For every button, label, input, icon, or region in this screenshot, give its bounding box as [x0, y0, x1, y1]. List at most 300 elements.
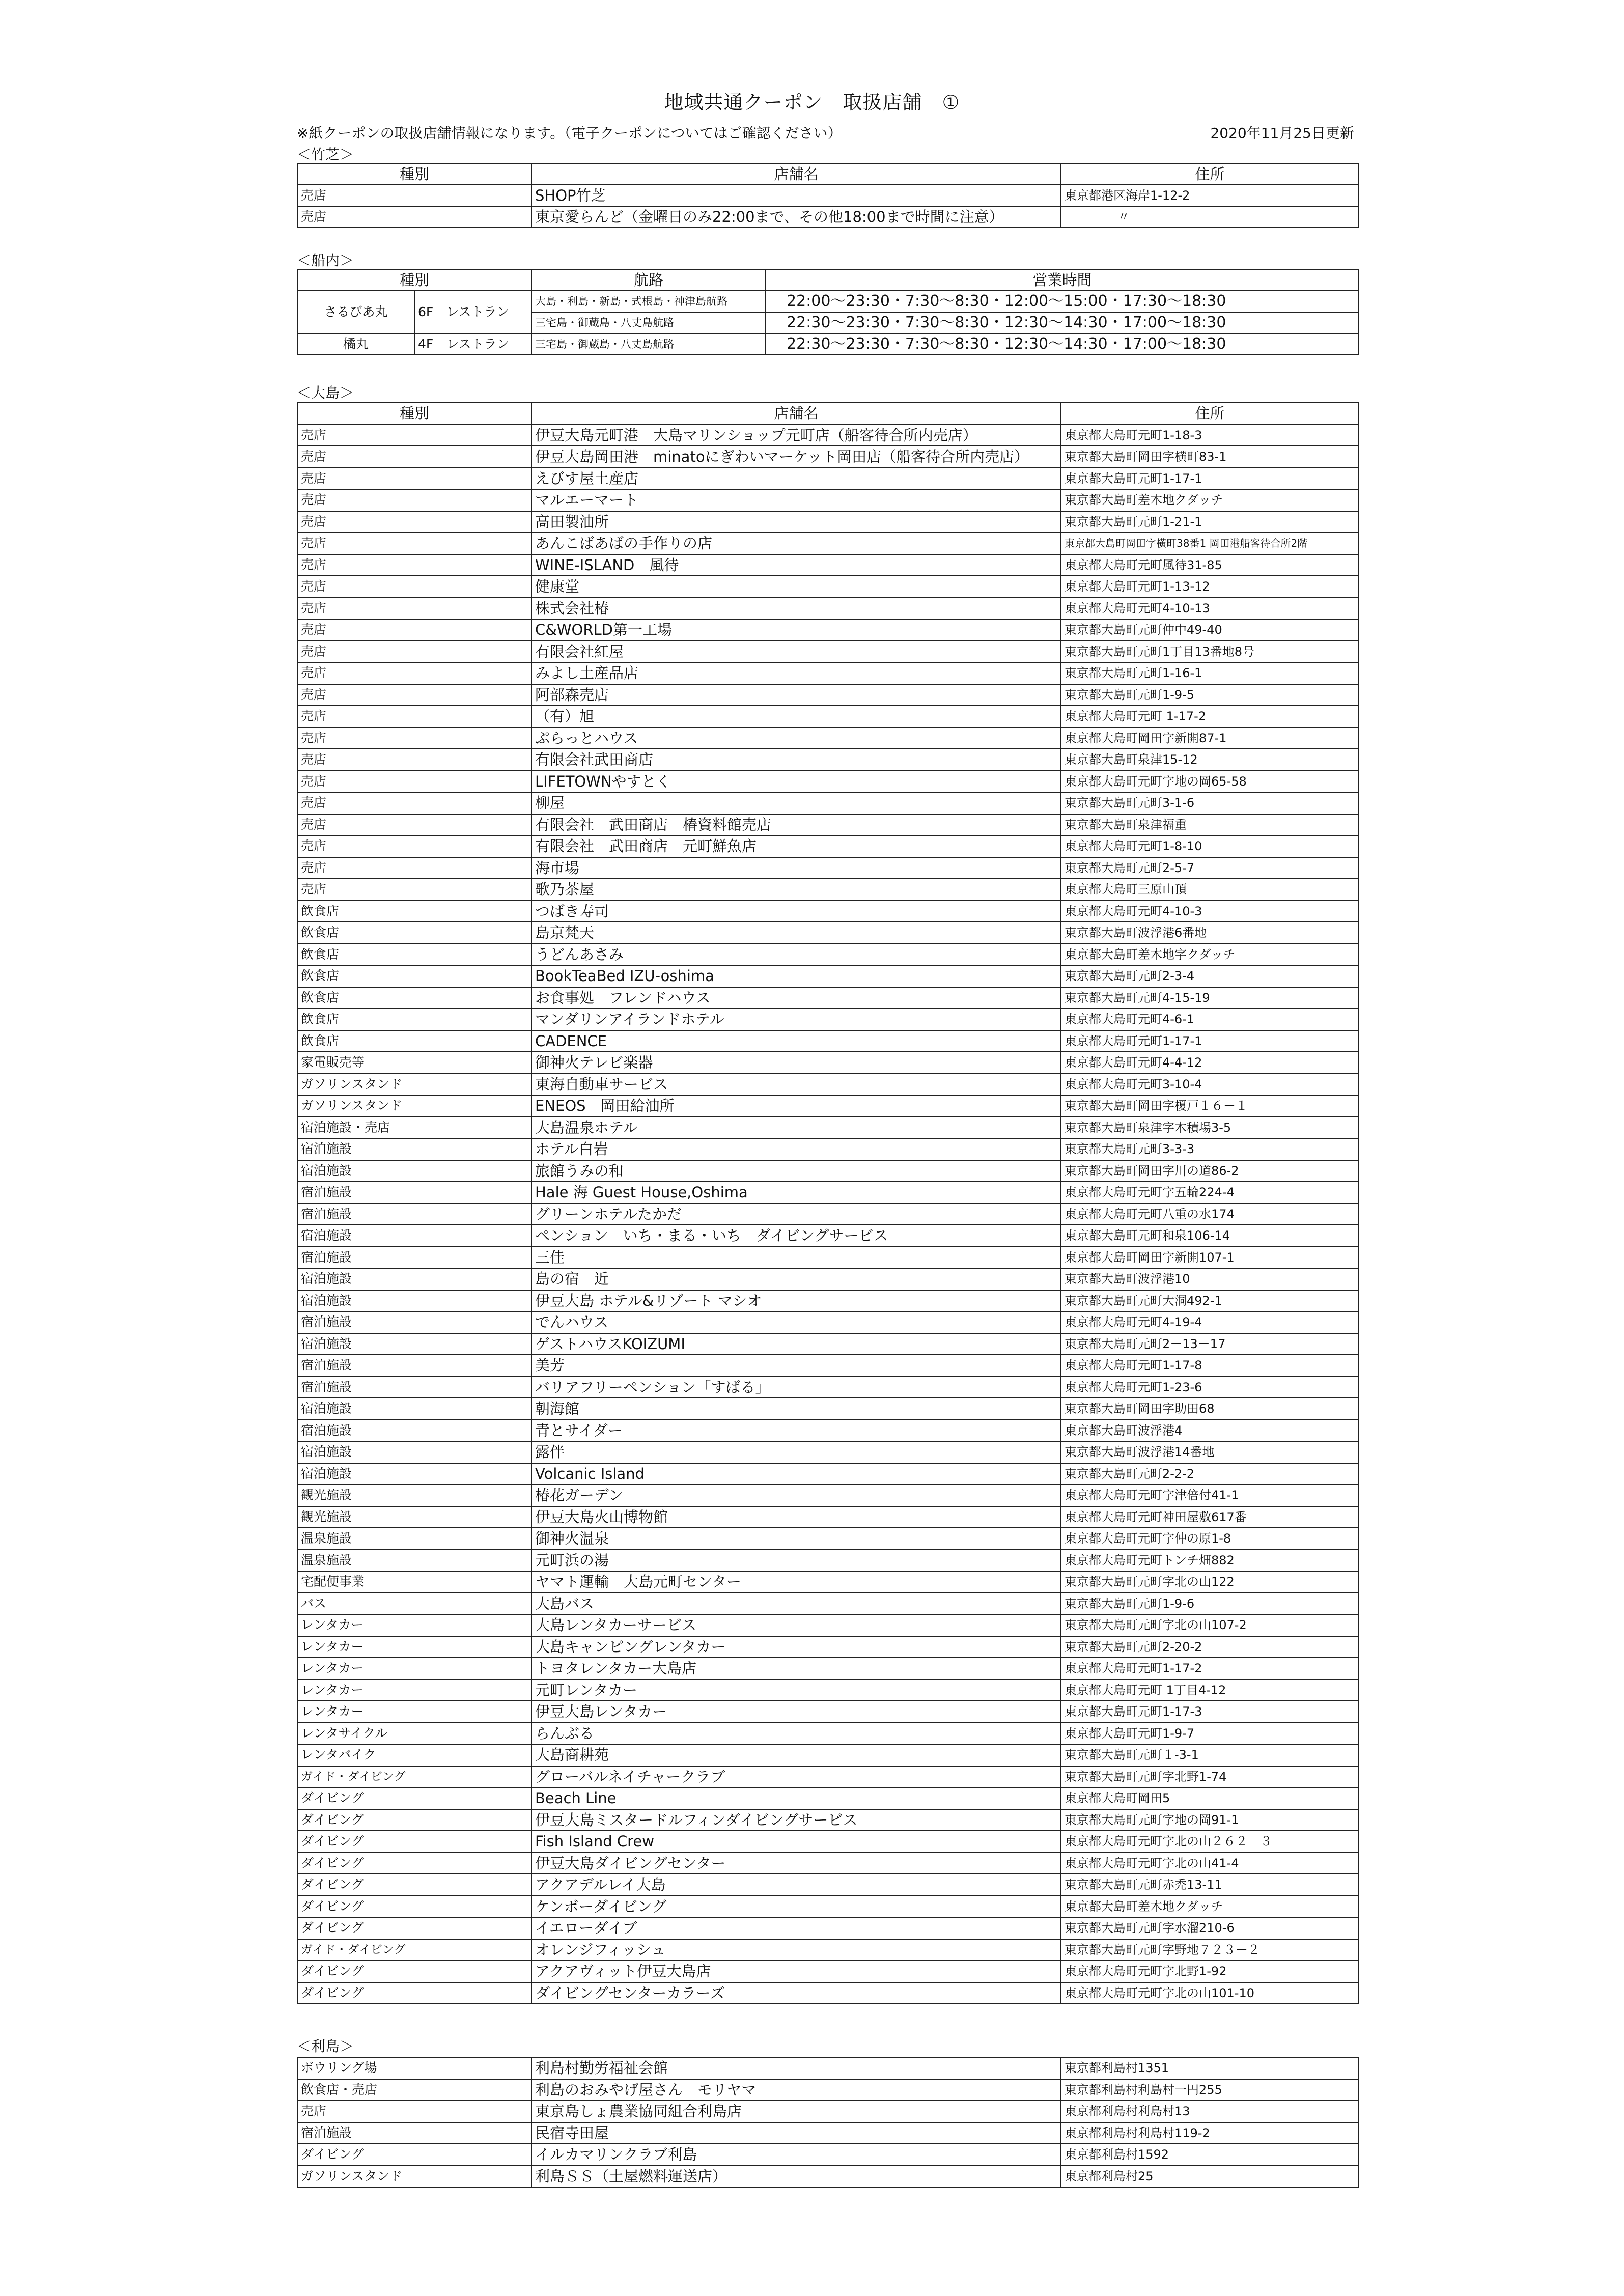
address-cell: 東京都大島町元町1-17-3: [1061, 1701, 1359, 1723]
kind-cell: 売店: [297, 576, 531, 598]
table-row: [297, 1311, 1359, 1333]
address-cell: 東京都大島町元町神田屋敷617番: [1061, 1506, 1359, 1528]
store-name-cell: 有限会社武田商店: [531, 749, 1061, 771]
table-row: [297, 641, 1359, 663]
table-row: [297, 835, 1359, 857]
table-row: [297, 792, 1359, 814]
table-row: [297, 1441, 1359, 1463]
address-cell: 東京都大島町元町3-3-3: [1061, 1138, 1359, 1160]
store-name-cell: 大島商耕苑: [531, 1744, 1061, 1766]
kind-cell: ダイビング: [297, 1982, 531, 2004]
store-name-cell: 三佳: [531, 1247, 1061, 1269]
address-cell: 東京都大島町元町2-5-7: [1061, 857, 1359, 879]
address-cell: 東京都大島町差木地クダッチ: [1061, 489, 1359, 511]
store-name-cell: 青とサイダー: [531, 1420, 1061, 1442]
store-name-cell: マンダリンアイランドホテル: [531, 1009, 1061, 1030]
table-row: [297, 1052, 1359, 1074]
table-row: [297, 1463, 1359, 1485]
kind-cell: ガソリンスタンド: [297, 1095, 531, 1117]
kind-cell: レンタカー: [297, 1679, 531, 1701]
kind-cell: 宿泊施設: [297, 1225, 531, 1247]
store-name-cell: 伊豆大島ダイビングセンター: [531, 1853, 1061, 1874]
ship-name: 橘丸: [297, 333, 414, 355]
table-header: [297, 163, 1359, 185]
table-row: [297, 814, 1359, 836]
table-row: [297, 1160, 1359, 1182]
address-cell: 東京都大島町泉津15-12: [1061, 749, 1359, 771]
address-cell: 東京都大島町元町2-3-4: [1061, 965, 1359, 987]
address-cell: 東京都港区海岸1-12-2: [1061, 185, 1359, 206]
toshima-table: [297, 2057, 1359, 2188]
kind-cell: 売店: [297, 879, 531, 901]
store-name-cell: うどんあさみ: [531, 944, 1061, 966]
store-name-cell: アクアデルレイ大島: [531, 1874, 1061, 1896]
table-row: [297, 489, 1359, 511]
table-row: [297, 1593, 1359, 1615]
kind-cell: 家電販売等: [297, 1052, 531, 1074]
kind-cell: 宿泊施設: [297, 1398, 531, 1420]
address-cell: 東京都大島町元町八重の水174: [1061, 1203, 1359, 1225]
store-name-cell: 健康堂: [531, 576, 1061, 598]
table-row: [297, 1247, 1359, 1269]
kind-cell: 宿泊施設: [297, 1463, 531, 1485]
table-row: [297, 1787, 1359, 1809]
table-row: [297, 749, 1359, 771]
address-cell: 東京都大島町元町大洞492-1: [1061, 1290, 1359, 1312]
kind-cell: レンタカー: [297, 1636, 531, 1658]
address-cell: 東京都大島町元町字北の山２６２－３: [1061, 1831, 1359, 1853]
table-row: [297, 1506, 1359, 1528]
address-cell: 東京都大島町泉津福重: [1061, 814, 1359, 836]
store-name-cell: 東京島しょ農業協同組合利島店: [531, 2101, 1061, 2122]
store-name-cell: 元町浜の湯: [531, 1550, 1061, 1572]
table-row: [297, 1982, 1359, 2004]
kind-cell: 売店: [297, 533, 531, 554]
kind-cell: 売店: [297, 749, 531, 771]
store-name-cell: 大島温泉ホテル: [531, 1117, 1061, 1139]
address-cell: 東京都大島町岡田字横町38番1 岡田港船客待合所2階: [1061, 533, 1359, 554]
kind-cell: 宿泊施設: [297, 1420, 531, 1442]
table-row: [297, 1831, 1359, 1853]
address-cell: 東京都大島町元町4-10-13: [1061, 598, 1359, 620]
store-name-cell: ヤマト運輸 大島元町センター: [531, 1571, 1061, 1593]
table-row: [297, 185, 1359, 206]
address-cell: 東京都大島町元町3-1-6: [1061, 792, 1359, 814]
table-row: [297, 511, 1359, 533]
address-cell: 東京都大島町波浮港4: [1061, 1420, 1359, 1442]
address-cell: 東京都大島町元町1-21-1: [1061, 511, 1359, 533]
table-row: [297, 333, 1359, 355]
store-name-cell: 東海自動車サービス: [531, 1074, 1061, 1096]
address-cell: 東京都大島町元町字地の岡65-58: [1061, 771, 1359, 793]
store-name-cell: 島の宿 近: [531, 1268, 1061, 1290]
address-cell: 東京都大島町元町2－13－17: [1061, 1333, 1359, 1355]
kind-cell: ダイビング: [297, 1896, 531, 1918]
store-name-cell: 柳屋: [531, 792, 1061, 814]
table-row: [297, 1138, 1359, 1160]
ship-place: 6F レストラン: [414, 291, 531, 333]
store-name-cell: SHOP竹芝: [531, 185, 1061, 206]
table-row: [297, 1528, 1359, 1550]
table-row: [297, 468, 1359, 490]
address-cell: 東京都大島町岡田字榎戸１６－１: [1061, 1095, 1359, 1117]
table-row: [297, 727, 1359, 749]
table-row: [297, 1290, 1359, 1312]
table-row: [297, 1398, 1359, 1420]
kind-cell: 売店: [297, 814, 531, 836]
store-name-cell: 伊豆大島火山博物館: [531, 1506, 1061, 1528]
header-kind: 種別: [297, 163, 531, 185]
kind-cell: 飲食店: [297, 922, 531, 944]
kind-cell: 売店: [297, 727, 531, 749]
kind-cell: 観光施設: [297, 1485, 531, 1506]
kind-cell: 売店: [297, 554, 531, 576]
table-row: [297, 1550, 1359, 1572]
table-row: [297, 922, 1359, 944]
store-name-cell: オレンジフィッシュ: [531, 1939, 1061, 1961]
store-name-cell: 利島のおみやげ屋さん モリヤマ: [531, 2079, 1061, 2101]
store-name-cell: 伊豆大島レンタカー: [531, 1701, 1061, 1723]
kind-cell: ダイビング: [297, 1853, 531, 1874]
kind-cell: 売店: [297, 835, 531, 857]
kind-cell: ダイビング: [297, 1787, 531, 1809]
kind-cell: 売店: [297, 641, 531, 663]
address-cell: 東京都大島町元町1-9-6: [1061, 1593, 1359, 1615]
kind-cell: 飲食店: [297, 1009, 531, 1030]
kind-cell: 温泉施設: [297, 1550, 531, 1572]
store-name-cell: つばき寿司: [531, 901, 1061, 922]
table-row: [297, 771, 1359, 793]
kind-cell: 飲食店・売店: [297, 2079, 531, 2101]
store-name-cell: みよし土産品店: [531, 662, 1061, 684]
table-row: [297, 1571, 1359, 1593]
kind-cell: 売店: [297, 2101, 531, 2122]
table-row: [297, 1203, 1359, 1225]
store-name-cell: 東京愛らんど（金曜日のみ22:00まで、その他18:00まで時間に注意）: [531, 206, 1061, 228]
kind-cell: 温泉施設: [297, 1528, 531, 1550]
ferry-table: [297, 269, 1359, 355]
store-name-cell: お食事処 フレンドハウス: [531, 987, 1061, 1009]
address-cell: 東京都大島町元町赤禿13-11: [1061, 1874, 1359, 1896]
table-row: [297, 206, 1359, 228]
address-cell: 東京都大島町元町1-17-1: [1061, 468, 1359, 490]
address-cell: 東京都大島町波浮港10: [1061, 1268, 1359, 1290]
table-row: [297, 1701, 1359, 1723]
store-name-cell: （有）旭: [531, 706, 1061, 727]
store-name-cell: 伊豆大島元町港 大島マリンショップ元町店（船客待合所内売店）: [531, 425, 1061, 446]
store-name-cell: 旅館うみの和: [531, 1160, 1061, 1182]
table-row: [297, 1009, 1359, 1030]
table-row: [297, 1917, 1359, 1939]
address-cell: 東京都大島町元町字地の岡91-1: [1061, 1809, 1359, 1831]
kind-cell: 宿泊施設: [297, 1333, 531, 1355]
kind-cell: ダイビング: [297, 1874, 531, 1896]
table-row: [297, 901, 1359, 922]
address-cell: 東京都大島町岡田5: [1061, 1787, 1359, 1809]
table-row: [297, 1117, 1359, 1139]
store-name-cell: マルエーマート: [531, 489, 1061, 511]
header-kind: 種別: [297, 403, 531, 425]
table-row: [297, 1723, 1359, 1745]
address-cell: 東京都大島町差木地字クダッチ: [1061, 944, 1359, 966]
store-name-cell: 御神火温泉: [531, 1528, 1061, 1550]
address-cell: 東京都大島町元町 1丁目4-12: [1061, 1679, 1359, 1701]
store-name-cell: 大島キャンピングレンタカー: [531, 1636, 1061, 1658]
section-takeshiba: ＜竹芝＞: [297, 146, 354, 163]
kind-cell: 宿泊施設: [297, 1247, 531, 1269]
table-row: [297, 1420, 1359, 1442]
table-row: [297, 1614, 1359, 1636]
store-name-cell: あんこばあばの手作りの店: [531, 533, 1061, 554]
address-cell: 東京都大島町元町4-6-1: [1061, 1009, 1359, 1030]
header-route: 航路: [531, 269, 766, 291]
kind-cell: ダイビング: [297, 1809, 531, 1831]
table-row: [297, 1333, 1359, 1355]
route-cell: 三宅島・御蔵島・八丈島航路: [531, 333, 766, 355]
address-cell: 東京都大島町元町字水溜210-6: [1061, 1917, 1359, 1939]
address-cell: 東京都大島町三原山頂: [1061, 879, 1359, 901]
kind-cell: 売店: [297, 706, 531, 727]
address-cell: 東京都大島町元町トンチ畑882: [1061, 1550, 1359, 1572]
store-name-cell: 大島バス: [531, 1593, 1061, 1615]
address-cell: 東京都大島町岡田字横町83-1: [1061, 446, 1359, 468]
table-row: [297, 944, 1359, 966]
address-cell: 東京都大島町元町字五輪224-4: [1061, 1182, 1359, 1203]
route-cell: 三宅島・御蔵島・八丈島航路: [531, 312, 766, 333]
table-row: [297, 1744, 1359, 1766]
address-cell: 東京都大島町元町字津倍付41-1: [1061, 1485, 1359, 1506]
store-name-cell: 株式会社椿: [531, 598, 1061, 620]
kind-cell: ガソリンスタンド: [297, 2166, 531, 2188]
address-cell: 東京都大島町元町字北野1-92: [1061, 1961, 1359, 1982]
store-name-cell: 伊豆大島岡田港 minatoにぎわいマーケット岡田店（船客待合所内売店）: [531, 446, 1061, 468]
kind-cell: 売店: [297, 425, 531, 446]
kind-cell: 宿泊施設: [297, 1182, 531, 1203]
address-cell: 東京都大島町元町1-16-1: [1061, 662, 1359, 684]
section-toshima: ＜利島＞: [297, 2038, 354, 2055]
kind-cell: ガイド・ダイビング: [297, 1766, 531, 1788]
store-name-cell: Volcanic Island: [531, 1463, 1061, 1485]
hours-cell: 22:30～23:30・7:30～8:30・12:30～14:30・17:00～18:30: [766, 333, 1359, 355]
store-name-cell: LIFETOWNやすとく: [531, 771, 1061, 793]
table-row: [297, 1182, 1359, 1203]
kind-cell: ガイド・ダイビング: [297, 1939, 531, 1961]
address-cell: 東京都大島町元町字北の山101-10: [1061, 1982, 1359, 2004]
page-title: 地域共通クーポン 取扱店舗 ①: [664, 91, 960, 114]
address-cell: 東京都利島村利島村一円255: [1061, 2079, 1359, 2101]
table-header: [297, 269, 1359, 291]
address-cell: 東京都大島町元町字北の山41-4: [1061, 1853, 1359, 1874]
store-name-cell: Hale 海 Guest House,Oshima: [531, 1182, 1061, 1203]
address-cell: 東京都大島町元町仲中49-40: [1061, 619, 1359, 641]
table-row: [297, 1225, 1359, 1247]
store-name-cell: ゲストハウスKOIZUMI: [531, 1333, 1061, 1355]
store-name-cell: 大島レンタカーサービス: [531, 1614, 1061, 1636]
kind-cell: 宿泊施設: [297, 2122, 531, 2144]
kind-cell: 飲食店: [297, 965, 531, 987]
table-row: [297, 1636, 1359, 1658]
table-row: [297, 879, 1359, 901]
store-name-cell: 海市場: [531, 857, 1061, 879]
store-name-cell: 美芳: [531, 1355, 1061, 1377]
header-address: 住所: [1061, 163, 1359, 185]
address-cell: 東京都利島村利島村13: [1061, 2101, 1359, 2122]
store-name-cell: WINE-ISLAND 風待: [531, 554, 1061, 576]
address-cell: 東京都大島町元町1-23-6: [1061, 1377, 1359, 1398]
kind-cell: 宿泊施設: [297, 1138, 531, 1160]
table-row: [297, 425, 1359, 446]
table-row: [297, 965, 1359, 987]
store-name-cell: 歌乃茶屋: [531, 879, 1061, 901]
kind-cell: 売店: [297, 446, 531, 468]
store-name-cell: グリーンホテルたかだ: [531, 1203, 1061, 1225]
kind-cell: 宿泊施設: [297, 1268, 531, 1290]
table-row: [297, 1074, 1359, 1096]
store-name-cell: 御神火テレビ楽器: [531, 1052, 1061, 1074]
kind-cell: レンタカー: [297, 1658, 531, 1679]
store-name-cell: でんハウス: [531, 1311, 1061, 1333]
store-name-cell: らんぶる: [531, 1723, 1061, 1745]
address-cell: 東京都大島町岡田字助田68: [1061, 1398, 1359, 1420]
store-name-cell: グローバルネイチャークラブ: [531, 1766, 1061, 1788]
table-row: [297, 1485, 1359, 1506]
address-cell: 東京都大島町元町1-9-7: [1061, 1723, 1359, 1745]
address-cell: 東京都大島町元町1-17-8: [1061, 1355, 1359, 1377]
store-name-cell: BookTeaBed IZU-oshima: [531, 965, 1061, 987]
address-cell: 東京都大島町岡田字川の道86-2: [1061, 1160, 1359, 1182]
kind-cell: 売店: [297, 857, 531, 879]
kind-cell: 宿泊施設: [297, 1355, 531, 1377]
kind-cell: 宿泊施設: [297, 1377, 531, 1398]
table-row: [297, 2057, 1359, 2079]
table-row: [297, 857, 1359, 879]
store-name-cell: ホテル白岩: [531, 1138, 1061, 1160]
table-row: [297, 2122, 1359, 2144]
store-name-cell: えびす屋土産店: [531, 468, 1061, 490]
store-name-cell: トヨタレンタカー大島店: [531, 1658, 1061, 1679]
address-cell: 東京都大島町差木地クダッチ: [1061, 1896, 1359, 1918]
table-row: [297, 619, 1359, 641]
table-row: [297, 706, 1359, 727]
ship-place: 4F レストラン: [414, 333, 531, 355]
kind-cell: 飲食店: [297, 944, 531, 966]
store-name-cell: 利島ＳＳ（土屋燃料運送店）: [531, 2166, 1061, 2188]
store-name-cell: 朝海館: [531, 1398, 1061, 1420]
kind-cell: 飲食店: [297, 1030, 531, 1052]
address-cell: 東京都大島町波浮港14番地: [1061, 1441, 1359, 1463]
address-cell: 東京都大島町元町字北の山107-2: [1061, 1614, 1359, 1636]
update-date: 2020年11月25日更新: [1210, 125, 1354, 142]
table-row: [297, 1355, 1359, 1377]
address-cell: 東京都利島村1351: [1061, 2057, 1359, 2079]
kind-cell: ダイビング: [297, 1961, 531, 1982]
hours-cell: 22:00～23:30・7:30～8:30・12:00～15:00・17:30～18:30: [766, 291, 1359, 312]
section-ferry: ＜船内＞: [297, 252, 354, 269]
kind-cell: 飲食店: [297, 901, 531, 922]
kind-cell: 売店: [297, 185, 531, 206]
table-row: [297, 1268, 1359, 1290]
kind-cell: レンタサイクル: [297, 1723, 531, 1745]
table-row: [297, 2144, 1359, 2166]
store-name-cell: 有限会社紅屋: [531, 641, 1061, 663]
address-cell: 東京都大島町元町 1-17-2: [1061, 706, 1359, 727]
table-row: [297, 662, 1359, 684]
store-name-cell: 元町レンタカー: [531, 1679, 1061, 1701]
store-name-cell: バリアフリーペンション「すばる」: [531, 1377, 1061, 1398]
address-cell: 東京都利島村25: [1061, 2166, 1359, 2188]
address-cell: 東京都大島町泉津字木積場3-5: [1061, 1117, 1359, 1139]
address-cell: 〃: [1061, 206, 1359, 228]
header-kind: 種別: [297, 269, 531, 291]
address-cell: 東京都大島町波浮港6番地: [1061, 922, 1359, 944]
kind-cell: 売店: [297, 489, 531, 511]
kind-cell: ガソリンスタンド: [297, 1074, 531, 1096]
store-name-cell: 利島村勤労福祉会館: [531, 2057, 1061, 2079]
address-cell: 東京都大島町元町1丁目13番地8号: [1061, 641, 1359, 663]
store-name-cell: アクアヴィット伊豆大島店: [531, 1961, 1061, 1982]
address-cell: 東京都大島町元町字野地７２３－２: [1061, 1939, 1359, 1961]
store-name-cell: 高田製油所: [531, 511, 1061, 533]
address-cell: 東京都大島町元町1-9-5: [1061, 684, 1359, 706]
store-name-cell: イエローダイブ: [531, 1917, 1061, 1939]
table-row: [297, 1874, 1359, 1896]
store-name-cell: CADENCE: [531, 1030, 1061, 1052]
table-row: [297, 684, 1359, 706]
hours-cell: 22:30～23:30・7:30～8:30・12:30～14:30・17:00～18:30: [766, 312, 1359, 333]
address-cell: 東京都大島町元町１-3-1: [1061, 1744, 1359, 1766]
route-cell: 大島・利島・新島・式根島・神津島航路: [531, 291, 766, 312]
address-cell: 東京都大島町元町1-17-1: [1061, 1030, 1359, 1052]
address-cell: 東京都大島町元町2-20-2: [1061, 1636, 1359, 1658]
store-name-cell: 民宿寺田屋: [531, 2122, 1061, 2144]
kind-cell: ボウリング場: [297, 2057, 531, 2079]
kind-cell: 宿泊施設: [297, 1441, 531, 1463]
table-row: [297, 1766, 1359, 1788]
address-cell: 東京都利島村1592: [1061, 2144, 1359, 2166]
store-name-cell: ペンション いち・まる・いち ダイビングサービス: [531, 1225, 1061, 1247]
table-row: [297, 2079, 1359, 2101]
table-row: [297, 1896, 1359, 1918]
kind-cell: 宿泊施設・売店: [297, 1117, 531, 1139]
address-cell: 東京都大島町元町4-10-3: [1061, 901, 1359, 922]
address-cell: 東京都大島町岡田字新開107-1: [1061, 1247, 1359, 1269]
store-name-cell: C&WORLD第一工場: [531, 619, 1061, 641]
table-row: [297, 1679, 1359, 1701]
kind-cell: 観光施設: [297, 1506, 531, 1528]
table-row: [297, 1809, 1359, 1831]
store-name-cell: 露伴: [531, 1441, 1061, 1463]
table-row: [297, 1095, 1359, 1117]
kind-cell: 売店: [297, 684, 531, 706]
kind-cell: ダイビング: [297, 2144, 531, 2166]
address-cell: 東京都大島町元町字仲の原1-8: [1061, 1528, 1359, 1550]
kind-cell: 宿泊施設: [297, 1160, 531, 1182]
address-cell: 東京都大島町元町1-13-12: [1061, 576, 1359, 598]
kind-cell: 売店: [297, 468, 531, 490]
store-name-cell: Fish Island Crew: [531, 1831, 1061, 1853]
kind-cell: 売店: [297, 619, 531, 641]
kind-cell: 宿泊施設: [297, 1290, 531, 1312]
store-name-cell: ダイビングセンターカラーズ: [531, 1982, 1061, 2004]
table-row: [297, 1939, 1359, 1961]
store-name-cell: 有限会社 武田商店 元町鮮魚店: [531, 835, 1061, 857]
store-name-cell: イルカマリンクラブ利島: [531, 2144, 1061, 2166]
address-cell: 東京都大島町元町風待31-85: [1061, 554, 1359, 576]
kind-cell: 売店: [297, 662, 531, 684]
takeshiba-table: [297, 163, 1359, 228]
table-row: [297, 2166, 1359, 2188]
address-cell: 東京都大島町元町4-15-19: [1061, 987, 1359, 1009]
